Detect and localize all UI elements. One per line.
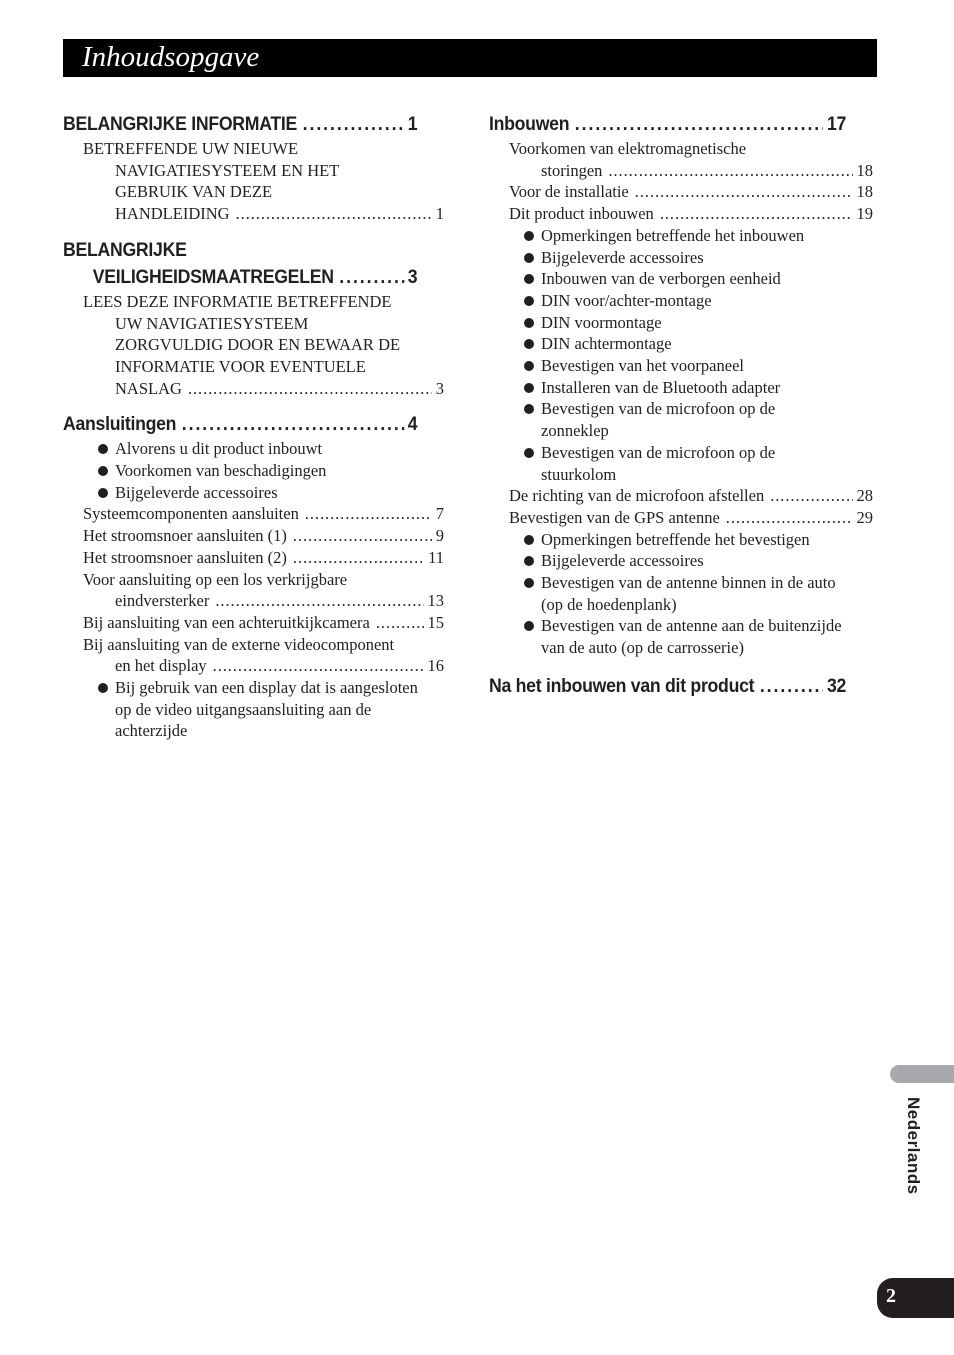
toc-section-na-het-inbouwen[interactable]: Na het inbouwen van dit product . . . 32 — [489, 673, 846, 700]
toc-entry-eindversterker[interactable]: Voor aansluiting op een los verkrijgbare eindversterker . . . 13 — [63, 569, 444, 612]
page-number-tab — [877, 1278, 954, 1318]
toc-entry-dit-product-inbouwen[interactable]: Dit product inbouwen . . . 19 — [489, 203, 873, 225]
toc-entry-gps-antenne[interactable]: Bevestigen van de GPS antenne . . . 29 — [489, 507, 873, 529]
toc-entry-betreffende-uw-nieuwe[interactable]: BETREFFENDE UW NIEUWE NAVIGATIESYSTEEM EN HET GEBRUIK VAN DEZE HANDLEIDING . . . 1 — [63, 138, 444, 225]
toc-bullet[interactable]: Voorkomen van beschadigingen — [63, 460, 444, 482]
toc-left-column — [63, 111, 444, 742]
bullet-icon — [98, 444, 108, 454]
bullet-icon — [524, 296, 534, 306]
bullet-icon — [524, 535, 534, 545]
toc-bullet[interactable]: Installeren van de Bluetooth adapter — [489, 377, 873, 399]
toc-bullet-display[interactable]: Bij gebruik van een display dat is aangesloten op de video uitgangsaansluiting aan de achterzijde — [63, 677, 444, 742]
toc-bullet[interactable]: DIN voor/achter-montage — [489, 290, 873, 312]
toc-bullet[interactable]: Bevestigen van het voorpaneel — [489, 355, 873, 377]
toc-entry-achteruitkijkcamera[interactable]: Bij aansluiting van een achteruitkijkcamera . . . 15 — [63, 612, 444, 634]
bullet-icon — [524, 448, 534, 458]
toc-section-veiligheidsmaatregelen[interactable]: BELANGRIJKE VEILIGHEIDSMAATREGELEN . . . 3 — [63, 237, 444, 291]
toc-right-column — [489, 111, 873, 700]
bullet-icon — [524, 274, 534, 284]
language-tab — [890, 1065, 954, 1083]
toc-bullet[interactable]: Alvorens u dit product inbouwt — [63, 438, 444, 460]
toc-bullet[interactable]: Bijgeleverde accessoires — [63, 482, 444, 504]
page-number: 2 — [886, 1285, 896, 1307]
toc-bullet[interactable]: Opmerkingen betreffende het inbouwen — [489, 225, 873, 247]
bullet-icon — [524, 621, 534, 631]
bullet-icon — [524, 253, 534, 263]
bullet-icon — [524, 404, 534, 414]
bullet-icon — [524, 339, 534, 349]
bullet-icon — [524, 383, 534, 393]
toc-bullet[interactable]: DIN achtermontage — [489, 333, 873, 355]
toc-bullet[interactable]: DIN voormontage — [489, 312, 873, 334]
toc-entry-lees-deze-informatie[interactable]: LEES DEZE INFORMATIE BETREFFENDE UW NAVIGATIESYSTEEM ZORGVULDIG DOOR EN BEWAAR DE INFORMATIE VOOR EVENTUELE NASLAG . . . 3 — [63, 291, 444, 400]
toc-entry-elektromagnetische-storingen[interactable]: Voorkomen van elektromagnetische storingen . . . 18 — [489, 138, 873, 181]
toc-bullet[interactable]: Opmerkingen betreffende het bevestigen — [489, 529, 873, 551]
title-bar — [63, 39, 877, 77]
bullet-icon — [524, 231, 534, 241]
bullet-icon — [524, 556, 534, 566]
toc-bullet-hoedenplank[interactable]: Bevestigen van de antenne binnen in de auto (op de hoedenplank) — [489, 572, 873, 615]
toc-bullet-zonneklep[interactable]: Bevestigen van de microfoon op de zonneklep — [489, 398, 873, 441]
toc-bullet-stuurkolom[interactable]: Bevestigen van de microfoon op de stuurkolom — [489, 442, 873, 485]
bullet-icon — [98, 683, 108, 693]
toc-section-inbouwen[interactable]: Inbouwen . . . 17 — [489, 111, 846, 138]
toc-bullet[interactable]: Bijgeleverde accessoires — [489, 550, 873, 572]
toc-entry-stroomsnoer-1[interactable]: Het stroomsnoer aansluiten (1) . . . 9 — [63, 525, 444, 547]
language-label: Nederlands — [904, 1097, 923, 1195]
bullet-icon — [524, 318, 534, 328]
bullet-icon — [524, 578, 534, 588]
toc-entry-systeemcomponenten[interactable]: Systeemcomponenten aansluiten . . . 7 — [63, 503, 444, 525]
toc-entry-stroomsnoer-2[interactable]: Het stroomsnoer aansluiten (2) . . . 11 — [63, 547, 444, 569]
toc-entry-voor-de-installatie[interactable]: Voor de installatie . . . 18 — [489, 181, 873, 203]
bullet-icon — [98, 466, 108, 476]
page-title: Inhoudsopgave — [82, 41, 260, 73]
bullet-icon — [98, 488, 108, 498]
toc-bullet[interactable]: Inbouwen van de verborgen eenheid — [489, 268, 873, 290]
toc-section-belangrijke-informatie[interactable]: BELANGRIJKE INFORMATIE . . . 1 — [63, 111, 417, 138]
toc-bullet[interactable]: Bijgeleverde accessoires — [489, 247, 873, 269]
toc-section-aansluitingen[interactable]: Aansluitingen . . . 4 — [63, 411, 417, 438]
toc-bullet-carrosserie[interactable]: Bevestigen van de antenne aan de buitenzijde van de auto (op de carrosserie) — [489, 615, 873, 658]
bullet-icon — [524, 361, 534, 371]
toc-entry-externe-videocomponent[interactable]: Bij aansluiting van de externe videocomponent en het display . . . 16 — [63, 634, 444, 677]
toc-entry-microfoon-afstellen[interactable]: De richting van de microfoon afstellen . . . 28 — [489, 485, 873, 507]
